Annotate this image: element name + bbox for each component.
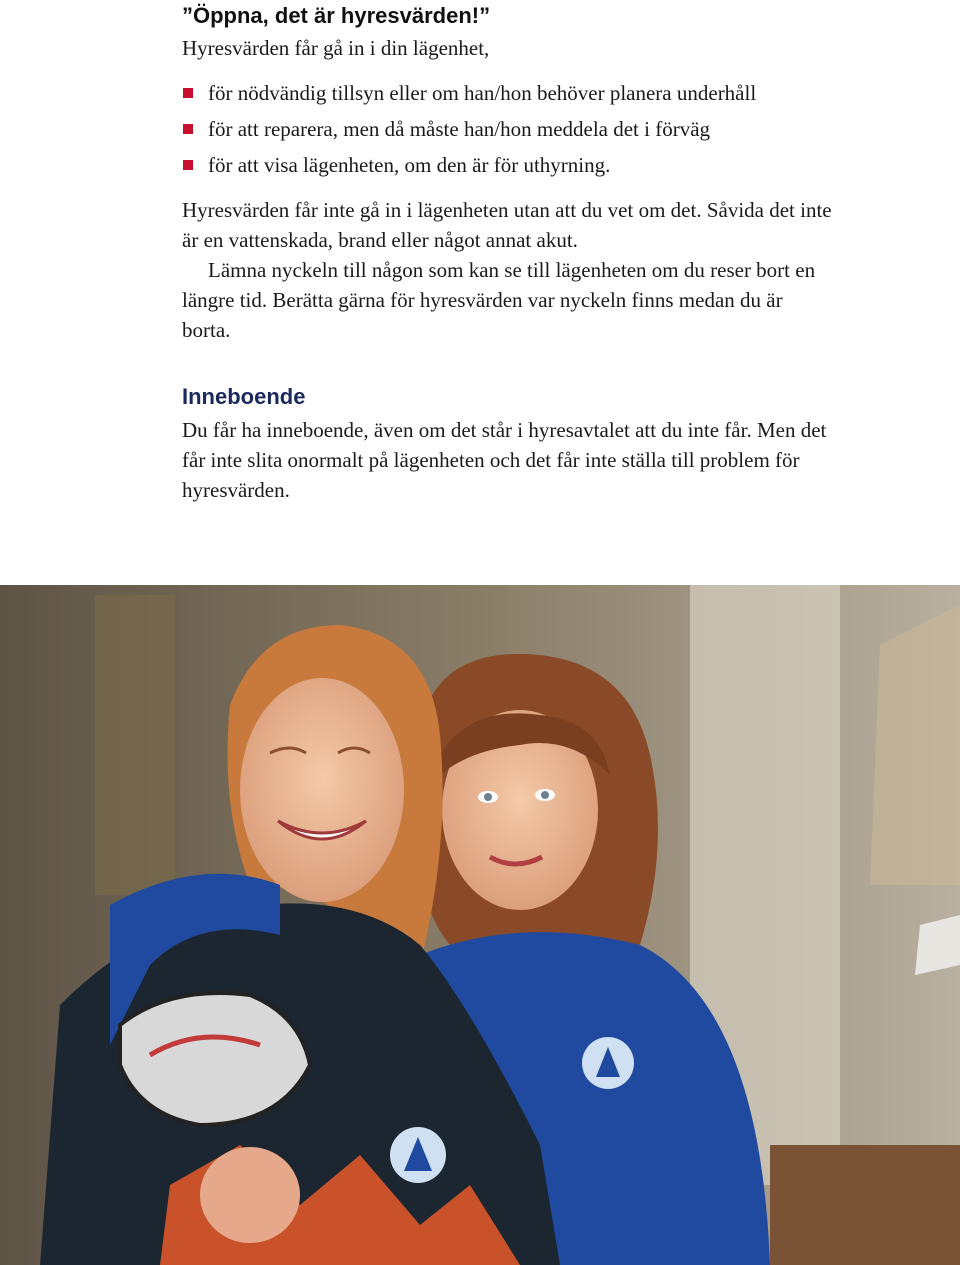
- section-heading-inneboende: Inneboende: [182, 384, 306, 409]
- square-bullet-icon: [183, 160, 193, 170]
- list-item-text: för nödvändig tillsyn eller om han/hon behöver planera underhåll: [208, 81, 757, 105]
- page-heading: ”Öppna, det är hyresvärden!”: [182, 3, 491, 28]
- square-bullet-icon: [183, 124, 193, 134]
- photo-two-girls: [0, 585, 960, 1265]
- list-item-text: för att reparera, men då måste han/hon meddela det i förväg: [208, 117, 711, 141]
- paragraph-inneboende: Du får ha inneboende, även om det står i hyresavtalet att du inte får. Men det får inte slita onormalt på lägenheten och det får inte ställa till problem för hyresvärden.: [182, 418, 827, 502]
- intro-text: Hyresvärden får gå in i din lägenhet,: [182, 36, 490, 60]
- list-item: [182, 75, 832, 111]
- list-item: [182, 147, 832, 183]
- paragraph-key: Lämna nyckeln till någon som kan se till lägenheten om du reser bort en längre tid. Berätta gärna för hyresvärden var nyckeln finns medan du är borta.: [182, 258, 816, 342]
- list-item: [182, 111, 832, 147]
- list-item-text: för att visa lägenheten, om den är för uthyrning.: [208, 153, 611, 177]
- bullet-list: [182, 75, 832, 183]
- paragraph-entry: Hyresvärden får inte gå in i lägenheten utan att du vet om det. Såvida det inte är en vattenskada, brand eller något annat akut.: [182, 198, 832, 252]
- square-bullet-icon: [183, 88, 193, 98]
- photo-illustration: [0, 585, 960, 1265]
- text-column: [182, 0, 832, 505]
